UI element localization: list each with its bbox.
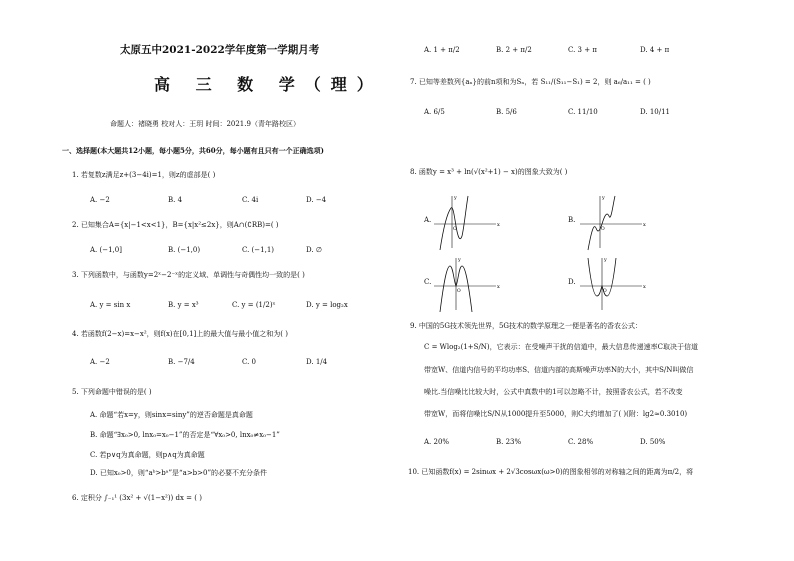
q8-option-b: B. <box>568 216 576 224</box>
graph-b-x-label: x <box>643 222 646 228</box>
q9-option-b: B. 23% <box>496 438 522 446</box>
graph-b-origin-label: O <box>601 227 605 232</box>
q8-stem: 8. 函数y = x³ + ln(√(x²+1) − x)的图象大致为( ) <box>410 168 568 176</box>
graph-a-x-label: x <box>497 222 500 228</box>
q9-line-4: 噪比.当信噪比比较大时，公式中真数中的1可以忽略不计，按照香农公式，若不改变 <box>424 388 683 396</box>
q4-option-a: A. −2 <box>90 358 110 366</box>
section-heading: 一、选择题(本大题共12小题，每小题5分，共60分，每小题有且只有一个正确选项) <box>62 146 324 155</box>
q4-option-c: C. 0 <box>242 358 257 366</box>
q5-option-c: C. 若p∨q为真命题，则p∧q为真命题 <box>90 451 205 459</box>
q1-stem: 1. 若复数z满足z+(3−4i)=1，则z的虚部是( ) <box>72 171 216 179</box>
q5-option-a: A. 命题“若x=y，则sinx=siny”的逆否命题是真命题 <box>90 411 253 419</box>
q9-line-3: 带宽W、信道内信号的平均功率S、信道内部的高斯噪声功率N的大小，其中S/N叫做信 <box>424 366 694 374</box>
graph-d-x-label: x <box>643 284 646 290</box>
q2-option-d: D. ∅ <box>306 246 322 254</box>
graph-b-y-label: y <box>602 195 605 201</box>
graph-a <box>434 194 500 252</box>
school-title: 太原五中2021-2022学年度第一学期月考 <box>120 44 320 56</box>
q5-option-d: D. 已知x₀>0，则“aᵇ>bᵃ”是“a>b>0”的必要不充分条件 <box>90 469 268 477</box>
q2-option-b: B. (−1,0) <box>168 246 201 254</box>
q7-stem: 7. 已知等差数列{aₙ}的前n项和为Sₙ，若 S₁₁/(S₁₁−S₁) = 2，则 a₆/a₁₁ = ( ) <box>410 78 651 86</box>
q9-line-5: 带宽W，而将信噪比S/N从1000提升至5000，则C大约增加了( )(附：lg2≈0.3010) <box>424 410 688 418</box>
q5-option-b: B. 命题“∃x₀>0, lnx₀=x₀−1”的否定是“∀x₀>0, lnx₀≠x₀−1” <box>90 431 280 439</box>
q4-option-d: D. 1/4 <box>306 358 328 366</box>
q2-option-a: A. (−1,0] <box>90 246 122 254</box>
q3-option-b: B. y = x³ <box>168 301 199 309</box>
q6-option-d: D. 4 + π <box>640 46 670 54</box>
graph-c-y-label: y <box>458 257 461 263</box>
q2-stem: 2. 已知集合A={x|−1<x<1}，B={x|x²≤2x}，则A∩(∁RB)=( ) <box>72 221 279 229</box>
q9-option-a: A. 20% <box>424 438 450 446</box>
q10-stem: 10. 已知函数f(x) = 2sinωx + 2√3cosωx(ω>0)的图象相邻的对称轴之间的距离为π/2，将 <box>408 468 694 476</box>
q2-option-c: C. (−1,1) <box>242 246 275 254</box>
q3-option-a: A. y = sin x <box>90 301 131 309</box>
q9-option-c: C. 28% <box>568 438 594 446</box>
q6-option-b: B. 2 + π/2 <box>496 46 532 54</box>
q7-option-a: A. 6/5 <box>424 108 445 116</box>
q9-line-2: C = Wlog₂(1+S/N)，它表示：在受噪声干扰的信道中，最大信息传递速率C取决于信道 <box>424 343 699 351</box>
q3-option-d: D. y = log₂x <box>306 301 348 309</box>
q6-option-a: A. 1 + π/2 <box>424 46 460 54</box>
q5-stem: 5. 下列命题中错误的是( ) <box>72 388 152 396</box>
q4-stem: 4. 若函数f(2−x)=x−x²，则f(x)在[0,1]上的最大值与最小值之和为( ) <box>72 330 288 338</box>
graph-c <box>434 256 500 314</box>
q1-option-c: C. 4i <box>242 196 259 204</box>
q3-option-c: C. y = (1/2)ˣ <box>232 301 276 309</box>
graph-d <box>580 256 646 314</box>
q9-stem: 9. 中国的5G技术领先世界，5G技术的数学原理之一便是著名的香农公式： <box>410 322 642 330</box>
graph-a-origin-label: O <box>453 227 457 232</box>
graph-d-y-label: y <box>604 257 607 263</box>
graph-c-origin-label: O <box>457 289 461 294</box>
q7-option-d: D. 10/11 <box>640 108 670 116</box>
graph-a-y-label: y <box>454 195 457 201</box>
q8-option-c: C. <box>424 278 432 286</box>
q4-option-b: B. −7/4 <box>168 358 195 366</box>
graph-b <box>580 194 646 252</box>
q7-option-c: C. 11/10 <box>568 108 598 116</box>
q6-option-c: C. 3 + π <box>568 46 597 54</box>
graph-d-origin-label: O <box>603 289 607 294</box>
graph-c-x-label: x <box>497 284 500 290</box>
q3-stem: 3. 下列函数中，与函数y=2ˣ−2⁻ˣ的定义域、单调性与奇偶性均一致的是( ) <box>72 271 305 279</box>
q7-option-b: B. 5/6 <box>496 108 517 116</box>
q8-option-d: D. <box>568 278 576 286</box>
q6-stem: 6. 定积分 ∫₋₁¹ (3x² + √(1−x²)) dx = ( ) <box>72 494 202 502</box>
q9-option-d: D. 50% <box>640 438 666 446</box>
q1-option-d: D. −4 <box>306 196 327 204</box>
q1-option-a: A. −2 <box>90 196 110 204</box>
exam-meta: 命题人：褚晓勇 校对人：王玥 时间：2021.9（青年路校区） <box>110 120 300 128</box>
q1-option-b: B. 4 <box>168 196 183 204</box>
q8-option-a: A. <box>424 216 432 224</box>
subject-title: 高 三 数 学（理） <box>154 75 383 94</box>
